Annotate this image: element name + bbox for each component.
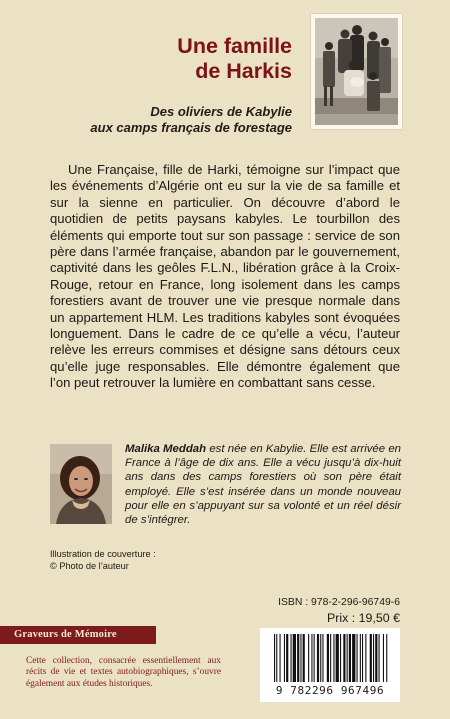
collection-name: Graveurs de Mémoire [14,629,117,640]
author-portrait-image [50,444,112,524]
barcode-bar [336,634,339,682]
barcode-bar [300,634,301,682]
title-line-2: de Harkis [195,59,292,83]
barcode-bar [349,634,351,682]
subtitle-line-1: Des oliviers de Kabylie [150,104,292,119]
barcode-bar [311,634,312,682]
barcode-bar [314,634,315,682]
barcode-bar [386,634,387,682]
barcode-bar [330,634,331,682]
price: Prix : 19,50 € [326,611,400,625]
barcode-bar [340,634,341,682]
family-photo-image [315,18,398,125]
collection-description: Cette collection, consacrée essentiellement aux récits de vie et textes autobiographiques, s’ouvre également aux études historiques. [26,656,221,689]
barcode-bar [284,634,285,682]
author-photo [50,444,112,524]
title-line-1: Une famille [177,34,292,58]
barcode-bar [357,634,358,682]
barcode-bar [343,634,345,682]
credit-line-1: Illustration de couverture : [50,549,156,559]
barcode-digits: 9 782296 967496 [275,684,385,697]
barcode-bar [293,634,296,682]
credit-line-2: © Photo de l’auteur [50,561,129,571]
barcode-bar [365,634,366,682]
author-bio [125,442,401,527]
book-title [60,34,292,84]
barcode-bar [308,634,309,682]
barcode-bar [276,634,277,682]
barcode-bar [360,634,361,682]
barcode-bar [379,634,380,682]
barcode-bar [303,634,305,682]
book-subtitle [60,104,292,135]
barcode-bar [322,634,323,682]
barcode-bars [260,628,400,686]
barcode-bar [370,634,372,682]
barcode-bar [375,634,377,682]
title-block [60,34,292,135]
barcode-bar [274,634,275,682]
isbn: ISBN : 978-2-296-96749-6 [278,597,400,608]
barcode-bar [327,634,329,682]
barcode-bar [280,634,281,682]
barcode-bar [320,634,321,682]
collection-band [0,626,156,644]
author-bio-text: est née en Kabylie. Elle est arrivée en France à l’âge de dix ans. Elle a vécu jusqu’à dix-huit ans dans des camps forestiers où son père était employé. Elle s’est insérée dans un monde nouveau pour elle en s’appuyant sur sa volonté et un réel désir de s’intégrer. [125,443,401,527]
book-summary: Une Française, fille de Harki, témoigne sur l’impact que les événements d’Algérie ont eu sur la vie de sa famille et sur la sienne en particulier. On découvre d’abord le quotidien de petits paysans kabyles. Le tourbillon des éléments qui emporte tout sur son passage : service de son père dans l’armée française, abandon par le gouvernement, captivité dans les geôles F.L.N., libération grâce à la Croix-Rouge, retour en France, long isolement dans les camps forestiers avant de trouver une vie presque normale dans un appartement HLM. Les traditions kabyles sont évoquées longuement. Dans le cadre de ce qu’elle a vécu, l’auteur relève les erreurs commises et désigne sans détours ceux qu’elle juge responsables. Elle démontre également que l’on peut retrouver la lumière en combattant sans cesse. [50,162,400,391]
barcode-bar [317,634,319,682]
cover-credit [50,548,156,572]
subtitle-line-2: aux camps français de forestage [90,119,292,135]
author-name: Malika Meddah [125,443,207,455]
barcode-bar [362,634,363,682]
barcode-bar [383,634,384,682]
barcode-bar [297,634,299,682]
barcode-bar [333,634,334,682]
barcode-bar [291,634,292,682]
barcode-bar [347,634,348,682]
barcode-bar [352,634,355,682]
barcode-bar [286,634,288,682]
barcode-bar [373,634,374,682]
family-photo [311,14,402,129]
barcode [260,628,400,702]
